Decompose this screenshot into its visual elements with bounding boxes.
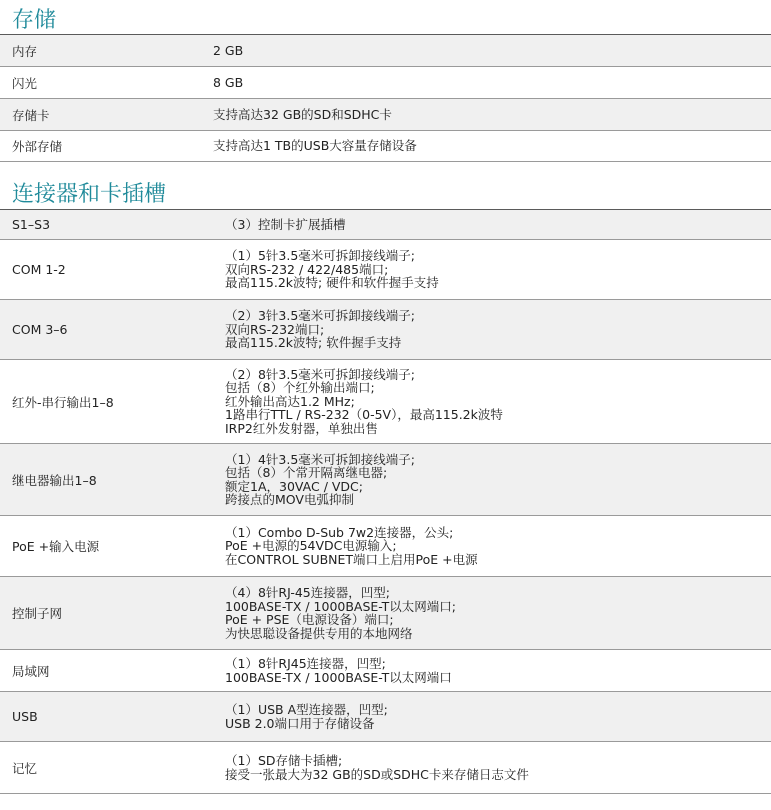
row-value-line: 100BASE-TX / 1000BASE-T以太网端口; bbox=[225, 598, 457, 614]
row-value-line: 额定1A，30VAC / VDC; bbox=[225, 478, 363, 494]
row-label: 控制子网 bbox=[12, 606, 63, 621]
row-value-line: PoE + PSE（电源设备）端口; bbox=[225, 612, 394, 627]
row-label: 外部存储 bbox=[12, 139, 63, 154]
row-value-line: 最高115.2k波特; 软件握手支持 bbox=[225, 335, 402, 351]
row-value-line: 100BASE-TX / 1000BASE-T以太网端口 bbox=[225, 669, 452, 685]
row-value-line: 接受一张最大为32 GB的SD或SDHC卡来存储日志文件 bbox=[225, 766, 529, 782]
table-row bbox=[0, 99, 771, 131]
row-value-line: 为快思聪设备提供专用的本地网络 bbox=[225, 625, 413, 641]
row-value bbox=[225, 526, 771, 567]
table-row bbox=[0, 650, 771, 692]
row-value bbox=[225, 703, 771, 730]
row-value bbox=[225, 754, 771, 781]
row-value-line: （1）SD存储卡插槽; bbox=[225, 753, 343, 768]
table-row bbox=[0, 300, 771, 360]
table-row bbox=[0, 742, 771, 794]
row-value-line: （1）Combo D-Sub 7w2连接器，公头; bbox=[225, 524, 454, 540]
row-value-line: 红外输出高达1.2 MHz; bbox=[225, 393, 355, 409]
storage-section bbox=[0, 8, 771, 162]
row-value-line: 双向RS-232 / 422/485端口; bbox=[225, 261, 389, 277]
row-value-line: 跨接点的MOV电弧抑制 bbox=[225, 492, 354, 507]
row-label: 局域网 bbox=[12, 663, 50, 679]
row-value bbox=[225, 453, 771, 507]
table-row bbox=[0, 360, 771, 444]
row-value bbox=[225, 218, 771, 232]
storage-table bbox=[0, 34, 771, 162]
row-value-line: （1）5针3.5毫米可拆卸接线端子; bbox=[225, 248, 415, 264]
row-value bbox=[213, 76, 771, 90]
row-value bbox=[213, 108, 771, 122]
row-value-line: 双向RS-232端口; bbox=[225, 321, 325, 337]
row-label: COM 3–6 bbox=[12, 322, 68, 337]
table-row bbox=[0, 577, 771, 650]
table-row bbox=[0, 240, 771, 300]
row-value bbox=[225, 368, 771, 436]
row-label: S1–S3 bbox=[12, 217, 51, 232]
row-value-line: PoE +电源的54VDC电源输入; bbox=[225, 538, 397, 554]
connectors-table bbox=[0, 209, 771, 794]
row-value-line: USB 2.0端口用于存储设备 bbox=[225, 715, 375, 731]
row-label: 闪光 bbox=[12, 75, 38, 91]
row-label: 红外-串行输出1–8 bbox=[12, 394, 114, 410]
row-label: 内存 bbox=[12, 43, 38, 59]
table-row bbox=[0, 67, 771, 99]
row-value-line: 1路串行TTL / RS-232（0-5V），最高115.2k波特 bbox=[225, 407, 503, 423]
row-value-line: 包括（8）个常开隔离继电器; bbox=[225, 465, 388, 480]
row-value-line: （2）8针3.5毫米可拆卸接线端子; bbox=[225, 366, 415, 382]
row-label: 继电器输出1–8 bbox=[12, 472, 97, 488]
row-label: USB bbox=[12, 709, 38, 724]
row-value bbox=[213, 139, 771, 153]
row-value bbox=[225, 586, 771, 640]
connectors-heading: 连接器和卡插槽 bbox=[12, 182, 167, 207]
row-value bbox=[225, 657, 771, 684]
table-row bbox=[0, 516, 771, 577]
table-row bbox=[0, 444, 771, 516]
row-value-line: （4）8针RJ-45连接器，凹型; bbox=[225, 585, 390, 600]
row-value-line: 在CONTROL SUBNET端口上启用PoE +电源 bbox=[225, 551, 478, 567]
row-label: 记忆 bbox=[12, 760, 38, 776]
table-row bbox=[0, 131, 771, 162]
row-value bbox=[225, 249, 771, 290]
row-value-line: 最高115.2k波特; 硬件和软件握手支持 bbox=[225, 275, 439, 291]
row-value-line: （1）4针3.5毫米可拆卸接线端子; bbox=[225, 451, 415, 467]
row-value-line: 支持高达32 GB的SD和SDHC卡 bbox=[213, 106, 392, 122]
row-value-line: 8 GB bbox=[213, 74, 244, 90]
table-row bbox=[0, 692, 771, 742]
row-value-line: （1）USB A型连接器，凹型; bbox=[225, 702, 388, 717]
row-value-line: （1）8针RJ45连接器，凹型; bbox=[225, 656, 386, 671]
connectors-section bbox=[0, 181, 771, 794]
row-value-line: 支持高达1 TB的USB大容量存储设备 bbox=[213, 138, 417, 154]
row-label: COM 1-2 bbox=[12, 262, 66, 277]
row-label: PoE +输入电源 bbox=[12, 539, 100, 554]
row-value-line: （2）3针3.5毫米可拆卸接线端子; bbox=[225, 308, 415, 324]
table-row bbox=[0, 210, 771, 240]
row-value bbox=[225, 309, 771, 350]
row-value-line: IRP2红外发射器，单独出售 bbox=[225, 420, 378, 436]
table-row bbox=[0, 35, 771, 67]
row-label: 存储卡 bbox=[12, 107, 50, 123]
storage-heading: 存储 bbox=[12, 8, 57, 33]
row-value bbox=[213, 44, 771, 58]
row-value-line: 2 GB bbox=[213, 42, 244, 58]
row-value-line: （3）控制卡扩展插槽 bbox=[225, 216, 346, 232]
row-value-line: 包括（8）个红外输出端口; bbox=[225, 380, 375, 396]
